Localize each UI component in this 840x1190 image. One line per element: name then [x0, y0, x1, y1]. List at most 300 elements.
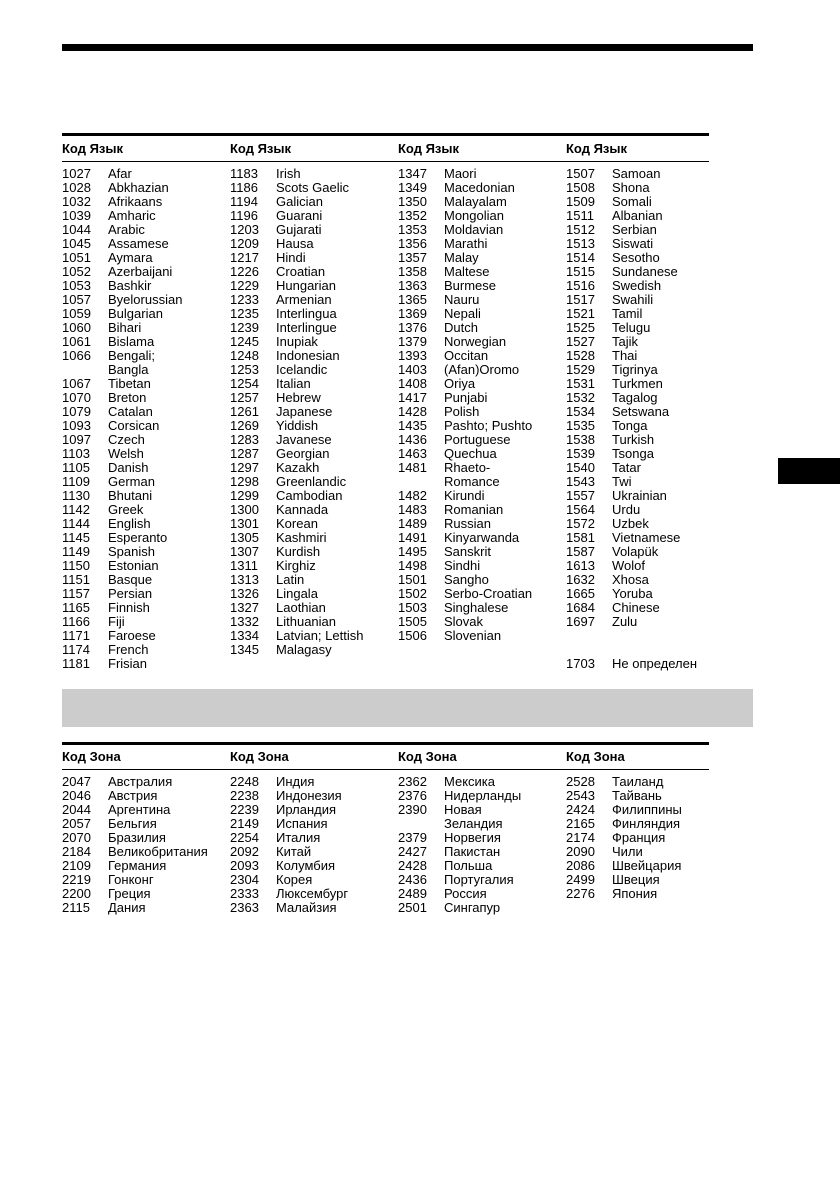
row-code: 1233 [230, 292, 259, 307]
row-code: 1483 [398, 502, 427, 517]
language-column-3 [398, 167, 566, 643]
row-code: 1509 [566, 194, 595, 209]
row-code: 1564 [566, 502, 595, 517]
table-row [566, 307, 734, 321]
row-name: Singhalese [444, 600, 509, 615]
row-code: 1345 [230, 642, 259, 657]
row-name: Afar [108, 166, 132, 181]
table-row [62, 419, 230, 433]
row-name: Испания [276, 816, 328, 831]
table-row [62, 901, 230, 915]
row-name: Twi [612, 474, 632, 489]
row-code: 1512 [566, 222, 595, 237]
row-code: 1070 [62, 390, 91, 405]
table-row [230, 307, 398, 321]
row-code: 1103 [62, 446, 90, 461]
table-row [398, 531, 566, 545]
row-name: Indonesian [276, 348, 340, 363]
row-name: Breton [108, 390, 147, 405]
row-code: 2109 [62, 858, 91, 873]
row-name: Dutch [444, 320, 478, 335]
row-code: 1587 [566, 544, 595, 559]
table-row [398, 377, 566, 391]
row-name: Китай [276, 844, 312, 859]
table-row [566, 859, 734, 873]
row-code: 1697 [566, 614, 595, 629]
row-name: Siswati [612, 236, 654, 251]
table-row [62, 209, 230, 223]
row-name: Корея [276, 872, 313, 887]
row-code: 1052 [62, 264, 91, 279]
table-row [398, 251, 566, 265]
row-code: 1287 [230, 446, 259, 461]
row-name: Romanian [444, 502, 504, 517]
row-code: 1511 [566, 208, 594, 223]
row-code: 1093 [62, 418, 91, 433]
row-name: Japanese [276, 404, 333, 419]
table-row [398, 181, 566, 195]
table-row [230, 237, 398, 251]
row-name: Volapük [612, 544, 659, 559]
table-row [230, 447, 398, 461]
table-row [566, 419, 734, 433]
table-row [398, 307, 566, 321]
row-code: 1305 [230, 530, 259, 545]
row-code: 1300 [230, 502, 259, 517]
row-name: Samoan [612, 166, 661, 181]
table-row [398, 293, 566, 307]
row-name: Hebrew [276, 390, 321, 405]
table-row [566, 237, 734, 251]
table-row [230, 405, 398, 419]
row-name: Lithuanian [276, 614, 336, 629]
row-code: 1393 [398, 348, 427, 363]
row-name: English [108, 516, 151, 531]
table-row [398, 489, 566, 503]
row-name: Kirundi [444, 488, 485, 503]
table-row [398, 447, 566, 461]
row-name: Norwegian [444, 334, 507, 349]
row-name: Serbian [612, 222, 657, 237]
row-code: 2436 [398, 872, 427, 887]
table-row [230, 293, 398, 307]
table-row [398, 321, 566, 335]
row-code: 1369 [398, 306, 427, 321]
table-row [398, 405, 566, 419]
row-name: Slovenian [444, 628, 502, 643]
row-code: 1347 [398, 166, 427, 181]
table-row [62, 775, 230, 789]
row-code: 1313 [230, 572, 259, 587]
table-row [230, 873, 398, 887]
row-code: 1538 [566, 432, 595, 447]
row-code: 1066 [62, 348, 91, 363]
table-row [230, 517, 398, 531]
row-code: 1165 [62, 600, 90, 615]
table-row [566, 461, 734, 475]
row-name: Punjabi [444, 390, 488, 405]
row-name: Люксембург [276, 886, 349, 901]
table-row [230, 433, 398, 447]
row-code: 1027 [62, 166, 91, 181]
row-code: 1326 [230, 586, 259, 601]
row-name: Danish [108, 460, 149, 475]
row-code: 1505 [398, 614, 427, 629]
table-row [398, 587, 566, 601]
row-name: Occitan [444, 348, 489, 363]
row-code: 1181 [62, 656, 90, 671]
table-row [230, 775, 398, 789]
row-code: 1501 [398, 572, 427, 587]
row-name: Macedonian [444, 180, 515, 195]
row-name: Таиланд [612, 774, 664, 789]
row-name: Sundanese [612, 264, 678, 279]
row-code: 1534 [566, 404, 595, 419]
table-row [398, 545, 566, 559]
table-row [230, 601, 398, 615]
row-code: 1254 [230, 376, 259, 391]
row-code: 1053 [62, 278, 91, 293]
row-name: Esperanto [108, 530, 168, 545]
table-row [62, 237, 230, 251]
row-code: 2363 [230, 900, 259, 915]
row-code: 1032 [62, 194, 91, 209]
row-code: 1150 [62, 558, 90, 573]
row-name: Зеландия [444, 816, 503, 831]
row-code: 1327 [230, 600, 259, 615]
row-name: Quechua [444, 446, 497, 461]
row-name: Nauru [444, 292, 480, 307]
table-row [62, 181, 230, 195]
row-code: 1543 [566, 474, 595, 489]
row-code: 1482 [398, 488, 427, 503]
zone-header-2: Код Зона [230, 749, 289, 764]
row-name: Hindi [276, 250, 306, 265]
row-code: 1491 [398, 530, 427, 545]
table-row [566, 377, 734, 391]
row-code: 1379 [398, 334, 427, 349]
row-name: Швейцария [612, 858, 682, 873]
row-name: Assamese [108, 236, 169, 251]
row-name: Inupiak [276, 334, 318, 349]
row-name: Tsonga [612, 446, 654, 461]
row-code: 1157 [62, 586, 90, 601]
table-row [62, 803, 230, 817]
row-name: Moldavian [444, 222, 504, 237]
row-code: 1539 [566, 446, 595, 461]
row-code: 1408 [398, 376, 427, 391]
row-code: 1097 [62, 432, 91, 447]
row-name: Telugu [612, 320, 651, 335]
row-name: Interlingue [276, 320, 337, 335]
table-row [566, 559, 734, 573]
row-code: 1684 [566, 600, 595, 615]
row-code: 1665 [566, 586, 595, 601]
table-row [566, 657, 734, 671]
table-row [398, 845, 566, 859]
table-row [398, 433, 566, 447]
table-row [230, 887, 398, 901]
table-row [566, 181, 734, 195]
row-name: Bhutani [108, 488, 153, 503]
row-code: 1144 [62, 516, 90, 531]
row-code: 2047 [62, 774, 91, 789]
row-code: 1495 [398, 544, 427, 559]
table-row [566, 587, 734, 601]
table-row [62, 335, 230, 349]
row-name: Yoruba [612, 586, 653, 601]
row-code: 1245 [230, 334, 259, 349]
row-name: Kurdish [276, 544, 321, 559]
row-name: Tibetan [108, 376, 151, 391]
zone-column-3 [398, 775, 566, 915]
row-code: 1481 [398, 460, 427, 475]
row-name: Laothian [276, 600, 326, 615]
row-name: Byelorussian [108, 292, 183, 307]
row-code: 1039 [62, 208, 91, 223]
row-name: Basque [108, 572, 153, 587]
row-name: Швеция [612, 872, 660, 887]
table-row [398, 335, 566, 349]
row-name: Bengali; [108, 348, 155, 363]
row-name: Финляндия [612, 816, 681, 831]
table-row [62, 391, 230, 405]
table-row [230, 265, 398, 279]
row-name: Дания [108, 900, 146, 915]
zone-header-rule [62, 769, 709, 770]
language-column-2 [230, 167, 398, 657]
row-name: Guarani [276, 208, 323, 223]
row-code: 1532 [566, 390, 595, 405]
row-code: 1166 [62, 614, 90, 629]
row-code: 1057 [62, 292, 91, 307]
row-code: 1365 [398, 292, 427, 307]
table-row [566, 601, 734, 615]
row-code: 1356 [398, 236, 427, 251]
row-code: 2092 [230, 844, 259, 859]
row-name: Португалия [444, 872, 514, 887]
table-row [398, 817, 566, 831]
row-name: Marathi [444, 236, 488, 251]
row-code: 1332 [230, 614, 259, 629]
row-name: Бельгия [108, 816, 157, 831]
row-name: Swedish [612, 278, 662, 293]
table-row [62, 657, 230, 671]
row-name: Малайзия [276, 900, 337, 915]
row-code: 1174 [62, 642, 90, 657]
row-code: 2428 [398, 858, 427, 873]
table-row [230, 531, 398, 545]
row-code: 1151 [62, 572, 90, 587]
row-code: 1527 [566, 334, 595, 349]
row-code: 2543 [566, 788, 595, 803]
row-name: Fiji [108, 614, 125, 629]
row-code: 1572 [566, 516, 595, 531]
table-row [230, 545, 398, 559]
row-name: Нидерланды [444, 788, 522, 803]
row-code: 1613 [566, 558, 595, 573]
row-code: 2427 [398, 844, 427, 859]
table-row [62, 531, 230, 545]
row-name: Kinyarwanda [444, 530, 520, 545]
row-name: Филиппины [612, 802, 682, 817]
table-row [398, 237, 566, 251]
table-row [566, 391, 734, 405]
row-code: 1130 [62, 488, 90, 503]
row-name: Korean [276, 516, 318, 531]
row-code: 1028 [62, 180, 91, 195]
row-name: Finnish [108, 600, 150, 615]
row-code: 1463 [398, 446, 427, 461]
row-name: Georgian [276, 446, 330, 461]
table-row [566, 615, 734, 629]
table-row [230, 349, 398, 363]
table-row [62, 293, 230, 307]
row-name: Индия [276, 774, 315, 789]
row-name: Kirghiz [276, 558, 316, 573]
row-name: Uzbek [612, 516, 649, 531]
row-name: Croatian [276, 264, 326, 279]
table-row [230, 461, 398, 475]
row-code: 2184 [62, 844, 91, 859]
row-code: 2424 [566, 802, 595, 817]
row-code: 1261 [230, 404, 259, 419]
zone-column-4 [566, 775, 734, 901]
row-code: 2200 [62, 886, 91, 901]
row-name: Норвегия [444, 830, 501, 845]
table-row [62, 643, 230, 657]
row-code: 1516 [566, 278, 595, 293]
table-row [566, 433, 734, 447]
row-name: Oriya [444, 376, 476, 391]
row-code: 2086 [566, 858, 595, 873]
row-code: 2149 [230, 816, 259, 831]
row-name: Колумбия [276, 858, 335, 873]
table-row [230, 251, 398, 265]
row-code: 2254 [230, 830, 259, 845]
row-name: Pashto; Pushto [444, 418, 533, 433]
table-row [566, 489, 734, 503]
row-code: 1044 [62, 222, 91, 237]
row-name: Sangho [444, 572, 489, 587]
row-code: 1515 [566, 264, 595, 279]
zone-header-4: Код Зона [566, 749, 625, 764]
row-code: 2046 [62, 788, 91, 803]
row-code: 1531 [566, 376, 595, 391]
table-row [62, 461, 230, 475]
row-code: 1299 [230, 488, 259, 503]
row-code: 2528 [566, 774, 595, 789]
table-row [566, 873, 734, 887]
table-row [230, 181, 398, 195]
row-name: Франция [612, 830, 666, 845]
table-row [230, 363, 398, 377]
table-row [398, 279, 566, 293]
row-name: Scots Gaelic [276, 180, 349, 195]
row-code: 1061 [62, 334, 91, 349]
row-name: Yiddish [276, 418, 319, 433]
table-row [566, 629, 734, 643]
row-name: Мексика [444, 774, 496, 789]
table-row [62, 195, 230, 209]
table-row [398, 209, 566, 223]
row-name: Bihari [108, 320, 142, 335]
row-code: 1503 [398, 600, 427, 615]
row-code: 1352 [398, 208, 427, 223]
row-name: Не определен [612, 656, 698, 671]
row-name: Romance [444, 474, 500, 489]
table-row [398, 503, 566, 517]
row-name: Albanian [612, 208, 663, 223]
table-row [230, 845, 398, 859]
row-code: 1334 [230, 628, 259, 643]
row-name: Австралия [108, 774, 173, 789]
row-name: Tatar [612, 460, 641, 475]
row-code: 1298 [230, 474, 259, 489]
row-code: 2165 [566, 816, 595, 831]
row-name: Arabic [108, 222, 145, 237]
table-row [230, 901, 398, 915]
row-name: Thai [612, 348, 638, 363]
row-code: 1489 [398, 516, 427, 531]
row-name: Irish [276, 166, 301, 181]
row-code: 1196 [230, 208, 258, 223]
row-code: 1508 [566, 180, 595, 195]
table-row [566, 265, 734, 279]
table-row [230, 335, 398, 349]
table-row [398, 195, 566, 209]
row-code: 1301 [230, 516, 259, 531]
row-name: Тайвань [612, 788, 662, 803]
row-name: Bulgarian [108, 306, 163, 321]
row-name: Чили [612, 844, 643, 859]
row-name: Turkish [612, 432, 655, 447]
table-row [230, 377, 398, 391]
language-header-4: Код Язык [566, 141, 627, 156]
row-name: Armenian [276, 292, 332, 307]
table-row [566, 517, 734, 531]
table-row [398, 859, 566, 873]
row-code: 1403 [398, 362, 427, 377]
table-row [566, 789, 734, 803]
table-row [62, 447, 230, 461]
table-row [566, 503, 734, 517]
table-row [62, 503, 230, 517]
row-code: 1045 [62, 236, 91, 251]
row-name: Javanese [276, 432, 332, 447]
row-name: Tagalog [612, 390, 658, 405]
table-row [398, 461, 566, 475]
row-code: 1067 [62, 376, 91, 391]
row-code: 1142 [62, 502, 90, 517]
row-name: Persian [108, 586, 153, 601]
table-row [230, 503, 398, 517]
zone-column-1 [62, 775, 230, 915]
table-row [230, 209, 398, 223]
row-name: Abkhazian [108, 180, 169, 195]
table-row [566, 845, 734, 859]
row-code: 1209 [230, 236, 259, 251]
row-code: 1557 [566, 488, 595, 503]
row-code: 1229 [230, 278, 259, 293]
row-code: 1703 [566, 656, 595, 671]
row-name: Greek [108, 502, 144, 517]
table-row [62, 587, 230, 601]
row-name: Icelandic [276, 362, 328, 377]
table-row [62, 545, 230, 559]
table-row [398, 775, 566, 789]
table-row [566, 167, 734, 181]
